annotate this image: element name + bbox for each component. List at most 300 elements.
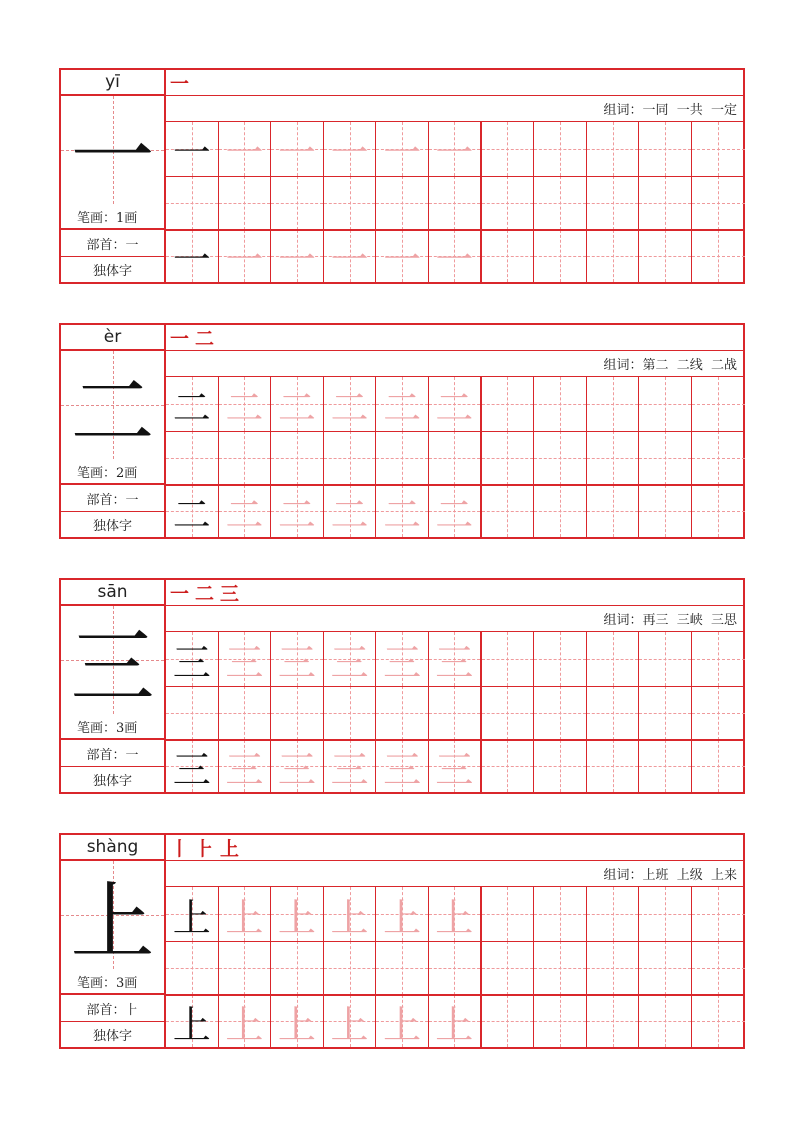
info-panel	[61, 325, 166, 537]
radical-label: 部首：一	[61, 230, 164, 257]
practice-grid	[166, 887, 743, 1047]
practice-cell[interactable]	[271, 230, 324, 282]
practice-cell[interactable]	[271, 485, 324, 537]
guide-line	[639, 203, 691, 204]
practice-cell[interactable]	[587, 632, 640, 686]
practice-cell[interactable]	[587, 887, 640, 941]
practice-cell[interactable]	[166, 686, 219, 740]
practice-cell[interactable]	[429, 431, 482, 485]
structure-label: 独体字	[92, 264, 132, 279]
practice-cell[interactable]	[534, 632, 587, 686]
model-character: 一	[172, 130, 211, 175]
guide-line	[587, 1021, 639, 1022]
model-character: 上	[172, 1002, 211, 1047]
practice-cell[interactable]	[639, 230, 692, 282]
radical-label: 部首：一	[61, 485, 164, 512]
radical-label: 部首：一	[61, 740, 164, 767]
guide-line	[166, 458, 218, 459]
model-character: 三	[172, 640, 211, 685]
practice-cell[interactable]	[692, 686, 745, 740]
row-divider	[166, 686, 743, 687]
guide-line	[692, 659, 745, 660]
guide-line	[271, 458, 323, 459]
practice-cell[interactable]	[376, 941, 429, 995]
trace-character: 三	[383, 747, 422, 792]
guide-line	[639, 256, 691, 257]
character-card	[59, 578, 745, 794]
trace-character: 三	[330, 747, 369, 792]
guide-line	[482, 256, 534, 257]
info-panel	[61, 580, 166, 792]
stroke-step: 丨	[170, 838, 190, 860]
trace-character: 二	[383, 385, 422, 430]
trace-character: 上	[383, 895, 422, 940]
trace-character: 一	[277, 237, 316, 282]
trace-character: 二	[330, 385, 369, 430]
guide-line	[482, 713, 534, 714]
guide-line	[534, 766, 586, 767]
guide-line	[534, 659, 586, 660]
practice-cell[interactable]	[271, 887, 324, 941]
big-character: 二	[70, 362, 155, 461]
practice-cell[interactable]	[219, 176, 272, 230]
row-divider	[166, 994, 743, 996]
guide-line	[587, 149, 639, 150]
practice-cell[interactable]	[587, 122, 640, 176]
big-character: 三	[70, 617, 155, 716]
pinyin-label: yī	[61, 70, 164, 96]
trace-character: 三	[330, 640, 369, 685]
trace-character: 二	[330, 492, 369, 537]
trace-character: 上	[383, 1002, 422, 1047]
practice-cell[interactable]	[587, 941, 640, 995]
trace-character: 三	[225, 747, 264, 792]
guide-line	[271, 203, 323, 204]
practice-cell[interactable]	[271, 431, 324, 485]
practice-cell[interactable]	[639, 686, 692, 740]
practice-cell[interactable]	[587, 377, 640, 431]
stroke-count: 笔画：3画	[61, 714, 164, 740]
stroke-step: 一	[170, 73, 190, 95]
practice-cell[interactable]	[271, 122, 324, 176]
trace-character: 三	[225, 640, 264, 685]
guide-line	[692, 256, 745, 257]
practice-cell[interactable]	[534, 485, 587, 537]
practice-cell[interactable]	[429, 686, 482, 740]
practice-cell[interactable]	[324, 941, 377, 995]
trace-character: 上	[435, 1002, 474, 1047]
practice-cell[interactable]	[429, 122, 482, 176]
guide-line	[376, 968, 428, 969]
practice-cell[interactable]	[534, 377, 587, 431]
practice-cell[interactable]	[376, 887, 429, 941]
guide-line	[587, 659, 639, 660]
guide-line	[219, 713, 271, 714]
practice-cell[interactable]	[166, 377, 219, 431]
practice-cell[interactable]	[639, 995, 692, 1047]
character-card	[59, 68, 745, 284]
practice-cell[interactable]	[324, 122, 377, 176]
practice-cell[interactable]	[587, 485, 640, 537]
practice-cell[interactable]	[166, 122, 219, 176]
practice-cell[interactable]	[482, 377, 535, 431]
practice-cell[interactable]	[324, 230, 377, 282]
practice-cell[interactable]	[482, 632, 535, 686]
guide-line	[692, 203, 745, 204]
practice-cell[interactable]	[271, 686, 324, 740]
practice-cell[interactable]	[324, 632, 377, 686]
practice-grid	[166, 377, 743, 537]
practice-cell[interactable]	[692, 431, 745, 485]
practice-cell[interactable]	[376, 176, 429, 230]
guide-line	[166, 713, 218, 714]
guide-line	[692, 914, 745, 915]
practice-cell[interactable]	[639, 887, 692, 941]
guide-line	[639, 1021, 691, 1022]
guide-line	[166, 968, 218, 969]
trace-character: 二	[225, 492, 264, 537]
trace-character: 一	[330, 237, 369, 282]
practice-cell[interactable]	[376, 485, 429, 537]
guide-line	[324, 968, 376, 969]
practice-cell[interactable]	[534, 887, 587, 941]
guide-line	[482, 659, 534, 660]
guide-line	[692, 766, 745, 767]
trace-character: 二	[277, 492, 316, 537]
guide-line	[271, 713, 323, 714]
guide-line	[534, 149, 586, 150]
stroke-step: 上	[220, 838, 240, 860]
guide-line	[324, 458, 376, 459]
practice-cell[interactable]	[324, 377, 377, 431]
practice-cell[interactable]	[166, 176, 219, 230]
practice-cell[interactable]	[271, 941, 324, 995]
row-divider	[166, 484, 743, 486]
practice-cell[interactable]	[219, 740, 272, 792]
guide-line	[639, 914, 691, 915]
guide-line	[324, 203, 376, 204]
practice-cell[interactable]	[324, 740, 377, 792]
practice-cell[interactable]	[692, 740, 745, 792]
practice-cell[interactable]	[639, 377, 692, 431]
guide-line	[534, 203, 586, 204]
guide-line	[639, 766, 691, 767]
practice-cell[interactable]	[692, 230, 745, 282]
stroke-step: 二	[195, 328, 215, 350]
practice-cell[interactable]	[429, 632, 482, 686]
practice-cell[interactable]	[587, 995, 640, 1047]
practice-cell[interactable]	[587, 176, 640, 230]
guide-line	[534, 256, 586, 257]
practice-cell[interactable]	[429, 485, 482, 537]
practice-cell[interactable]	[639, 485, 692, 537]
trace-character: 三	[277, 640, 316, 685]
practice-cell[interactable]	[534, 431, 587, 485]
practice-cell[interactable]	[324, 431, 377, 485]
practice-cell[interactable]	[166, 431, 219, 485]
practice-cell[interactable]	[482, 887, 535, 941]
model-character: 二	[172, 492, 211, 537]
guide-line	[587, 256, 639, 257]
practice-cell[interactable]	[587, 740, 640, 792]
practice-cell[interactable]	[166, 941, 219, 995]
practice-cell[interactable]	[692, 887, 745, 941]
practice-grid	[166, 632, 743, 792]
trace-character: 二	[435, 492, 474, 537]
practice-cell[interactable]	[429, 941, 482, 995]
guide-line	[692, 458, 745, 459]
practice-cell[interactable]	[534, 686, 587, 740]
practice-cell[interactable]	[376, 122, 429, 176]
practice-cell[interactable]	[219, 941, 272, 995]
guide-line	[639, 404, 691, 405]
practice-cell[interactable]	[692, 176, 745, 230]
practice-cell[interactable]	[429, 887, 482, 941]
guide-line	[482, 149, 534, 150]
guide-line	[587, 766, 639, 767]
practice-cell[interactable]	[376, 230, 429, 282]
practice-cell[interactable]	[219, 431, 272, 485]
trace-character: 二	[435, 385, 474, 430]
row-divider	[166, 941, 743, 942]
trace-character: 一	[383, 130, 422, 175]
practice-cell[interactable]	[219, 230, 272, 282]
character-card	[59, 323, 745, 539]
trace-character: 三	[435, 747, 474, 792]
practice-cell[interactable]	[482, 176, 535, 230]
practice-cell[interactable]	[639, 176, 692, 230]
guide-line	[534, 1021, 586, 1022]
practice-cell[interactable]	[429, 377, 482, 431]
practice-cell[interactable]	[429, 230, 482, 282]
guide-line	[692, 404, 745, 405]
practice-cell[interactable]	[692, 122, 745, 176]
guide-line	[219, 203, 271, 204]
guide-line	[692, 511, 745, 512]
practice-cell[interactable]	[219, 995, 272, 1047]
row-divider	[166, 176, 743, 177]
practice-cell[interactable]	[166, 485, 219, 537]
practice-cell[interactable]	[219, 887, 272, 941]
trace-character: 三	[435, 640, 474, 685]
practice-cell[interactable]	[376, 431, 429, 485]
guide-line	[534, 914, 586, 915]
practice-cell[interactable]	[166, 740, 219, 792]
guide-line	[587, 203, 639, 204]
practice-cell[interactable]	[219, 686, 272, 740]
practice-cell[interactable]	[534, 941, 587, 995]
practice-cell[interactable]	[482, 941, 535, 995]
practice-cell[interactable]	[482, 686, 535, 740]
model-character: 三	[172, 747, 211, 792]
practice-cell[interactable]	[219, 122, 272, 176]
guide-line	[482, 1021, 534, 1022]
stroke-order-row	[166, 70, 743, 96]
practice-cell[interactable]	[166, 230, 219, 282]
guide-line	[482, 766, 534, 767]
structure-label: 独体字	[92, 519, 132, 534]
practice-cell[interactable]	[534, 230, 587, 282]
guide-line	[534, 713, 586, 714]
structure-label: 独体字	[92, 774, 132, 789]
trace-character: 上	[330, 895, 369, 940]
practice-cell[interactable]	[271, 176, 324, 230]
pinyin-label: sān	[61, 580, 164, 606]
trace-character: 上	[277, 1002, 316, 1047]
practice-cell[interactable]	[324, 887, 377, 941]
word-examples: 组词：一同 一共 一定	[166, 96, 743, 122]
stroke-step: 一	[170, 328, 190, 350]
trace-character: 三	[383, 640, 422, 685]
row-divider	[166, 431, 743, 432]
guide-line	[587, 914, 639, 915]
trace-character: 一	[383, 237, 422, 282]
guide-line	[219, 458, 271, 459]
pinyin-label: shàng	[61, 835, 164, 861]
guide-line	[587, 458, 639, 459]
practice-cell[interactable]	[376, 632, 429, 686]
practice-cell[interactable]	[587, 431, 640, 485]
practice-cell[interactable]	[692, 995, 745, 1047]
guide-line	[639, 149, 691, 150]
guide-line	[429, 203, 480, 204]
big-character: 上	[70, 872, 155, 971]
practice-cell[interactable]	[219, 377, 272, 431]
practice-cell[interactable]	[271, 995, 324, 1047]
character-card	[59, 833, 745, 1049]
guide-line	[376, 458, 428, 459]
trace-character: 上	[330, 1002, 369, 1047]
practice-cell[interactable]	[324, 485, 377, 537]
practice-cell[interactable]	[324, 176, 377, 230]
practice-cell[interactable]	[482, 122, 535, 176]
practice-cell[interactable]	[376, 686, 429, 740]
practice-cell[interactable]	[692, 941, 745, 995]
guide-line	[429, 968, 480, 969]
practice-cell[interactable]	[639, 941, 692, 995]
big-character-box	[61, 861, 164, 969]
practice-cell[interactable]	[587, 686, 640, 740]
guide-line	[376, 713, 428, 714]
practice-cell[interactable]	[166, 887, 219, 941]
model-character: 一	[172, 237, 211, 282]
practice-cell[interactable]	[219, 485, 272, 537]
practice-cell[interactable]	[482, 485, 535, 537]
practice-cell[interactable]	[534, 122, 587, 176]
practice-cell[interactable]	[534, 176, 587, 230]
practice-cell[interactable]	[429, 740, 482, 792]
practice-cell[interactable]	[482, 740, 535, 792]
stroke-step: 二	[195, 583, 215, 605]
guide-line	[482, 404, 534, 405]
practice-cell[interactable]	[587, 230, 640, 282]
practice-cell[interactable]	[271, 632, 324, 686]
practice-cell[interactable]	[692, 377, 745, 431]
row-divider	[166, 739, 743, 741]
trace-character: 一	[277, 130, 316, 175]
guide-line	[587, 404, 639, 405]
trace-character: 二	[277, 385, 316, 430]
practice-cell[interactable]	[692, 632, 745, 686]
info-panel	[61, 835, 166, 1047]
trace-character: 一	[435, 237, 474, 282]
guide-line	[324, 713, 376, 714]
practice-cell[interactable]	[534, 995, 587, 1047]
practice-cell[interactable]	[166, 632, 219, 686]
guide-line	[692, 713, 745, 714]
practice-cell[interactable]	[639, 632, 692, 686]
practice-cell[interactable]	[324, 995, 377, 1047]
big-character: 一	[70, 107, 155, 206]
practice-cell[interactable]	[376, 995, 429, 1047]
guide-line	[166, 203, 218, 204]
guide-line	[534, 404, 586, 405]
trace-character: 上	[435, 895, 474, 940]
practice-cell[interactable]	[271, 740, 324, 792]
guide-line	[219, 968, 271, 969]
guide-line	[692, 1021, 745, 1022]
stroke-step: 一	[170, 583, 190, 605]
practice-cell[interactable]	[639, 431, 692, 485]
guide-line	[692, 149, 745, 150]
word-examples: 组词：上班 上级 上来	[166, 861, 743, 887]
guide-line	[587, 511, 639, 512]
word-examples: 组词：再三 三峡 三思	[166, 606, 743, 632]
practice-cell[interactable]	[376, 377, 429, 431]
big-character-box	[61, 96, 164, 204]
guide-line	[639, 659, 691, 660]
model-character: 上	[172, 895, 211, 940]
guide-line	[692, 968, 745, 969]
stroke-order-row	[166, 325, 743, 351]
guide-line	[534, 968, 586, 969]
guide-line	[587, 713, 639, 714]
stroke-step: ⺊	[195, 838, 215, 860]
practice-cell[interactable]	[324, 686, 377, 740]
info-panel	[61, 70, 166, 282]
practice-cell[interactable]	[271, 377, 324, 431]
practice-cell[interactable]	[429, 995, 482, 1047]
trace-character: 二	[383, 492, 422, 537]
practice-cell[interactable]	[639, 122, 692, 176]
guide-line	[429, 713, 480, 714]
practice-grid	[166, 122, 743, 282]
practice-cell[interactable]	[482, 431, 535, 485]
stroke-order-row	[166, 835, 743, 861]
practice-cell[interactable]	[639, 740, 692, 792]
big-character-box	[61, 606, 164, 714]
practice-cell[interactable]	[166, 995, 219, 1047]
guide-line	[271, 968, 323, 969]
guide-line	[376, 203, 428, 204]
guide-line	[534, 511, 586, 512]
model-character: 二	[172, 385, 211, 430]
practice-cell[interactable]	[219, 632, 272, 686]
structure-label: 独体字	[92, 1029, 132, 1044]
stroke-count: 笔画：1画	[61, 204, 164, 230]
stroke-count: 笔画：3画	[61, 969, 164, 995]
practice-cell[interactable]	[429, 176, 482, 230]
practice-cell[interactable]	[376, 740, 429, 792]
practice-cell[interactable]	[482, 230, 535, 282]
guide-line	[639, 458, 691, 459]
stroke-step: 三	[220, 583, 240, 605]
guide-line	[587, 968, 639, 969]
practice-cell[interactable]	[534, 740, 587, 792]
practice-cell[interactable]	[482, 995, 535, 1047]
practice-cell[interactable]	[692, 485, 745, 537]
pinyin-label: èr	[61, 325, 164, 351]
